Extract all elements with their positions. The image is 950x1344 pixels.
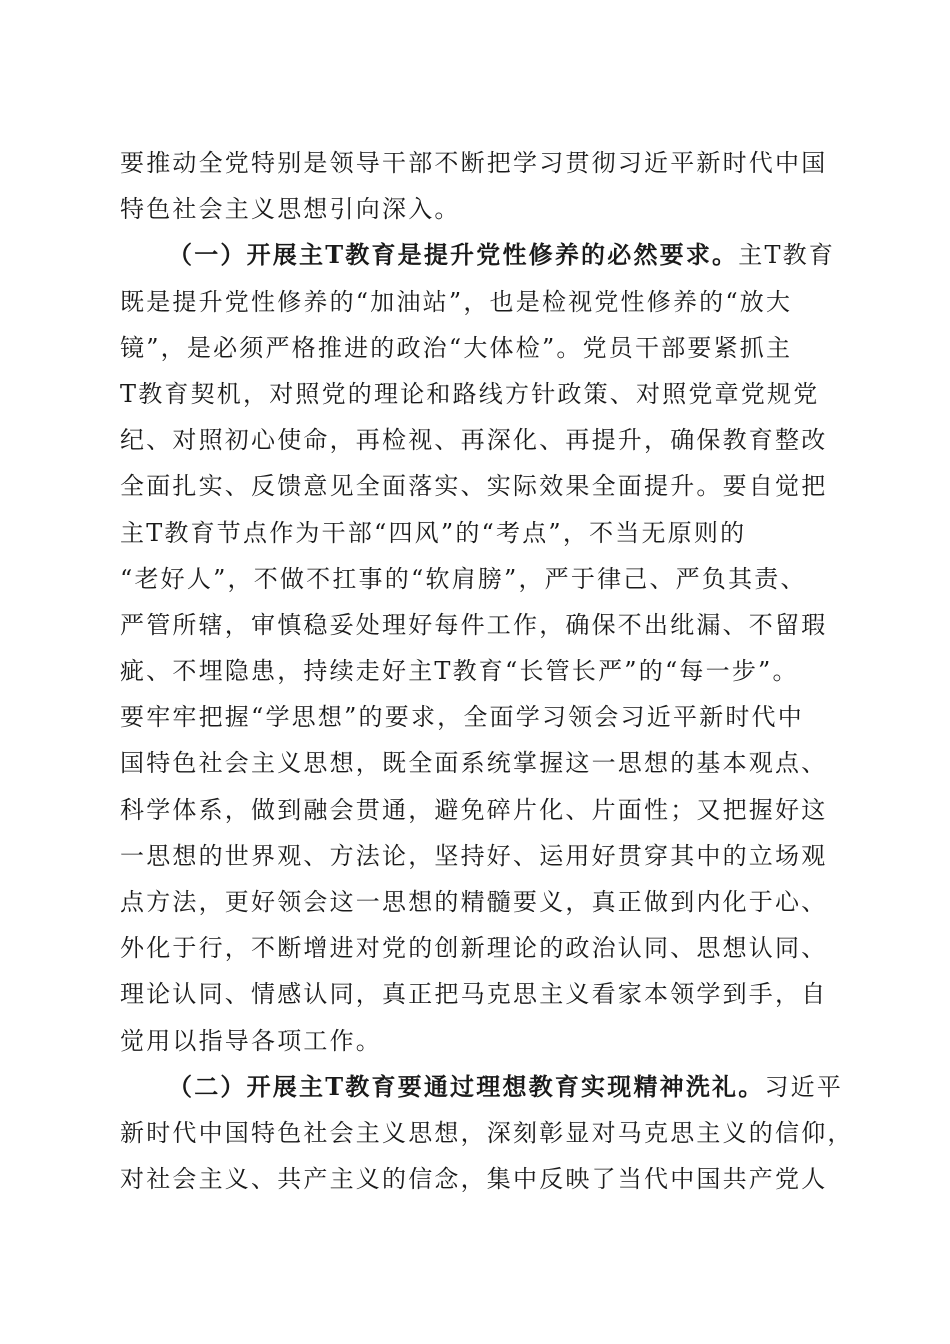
text-line: 理论认同、情感认同，真正把马克思主义看家本领学到手，自 [120, 980, 828, 1009]
text-line: 疵、不埋隐患，持续走好主T教育“长管长严”的“每一步”。 [120, 657, 799, 686]
text-line: 纪、对照初心使命，再检视、再深化、再提升，确保教育整改 [120, 426, 828, 455]
text-line: 要推动全党特别是领导干部不断把学习贯彻习近平新时代中国 [120, 149, 828, 177]
section-one-first-line [120, 232, 840, 278]
text-line: 国特色社会主义思想，既全面系统掌握这一思想的基本观点、 [120, 749, 828, 778]
text-line: 要牢牢把握“学思想”的要求，全面学习领会习近平新时代中 [120, 703, 804, 732]
section-two-first-line [120, 1064, 844, 1110]
text-line: 科学体系，做到融会贯通，避免碎片化、片面性；又把握好这 [120, 795, 828, 824]
text-line: 既是提升党性修养的“加油站”，也是检视党性修养的“放大 [120, 287, 793, 316]
text-run: 习近平 [764, 1072, 844, 1101]
text-line: 镜”，是必须严格推进的政治“大体检”。党员干部要紧抓主 [120, 333, 793, 362]
text-line: 全面扎实、反馈意见全面落实、实际效果全面提升。要自觉把 [120, 472, 828, 501]
section-heading-two: （二）开展主T教育要通过理想教育实现精神洗礼。 [168, 1071, 765, 1101]
text-run: 主T教育 [738, 241, 836, 270]
text-line: 主T教育节点作为干部“四风”的“考点”，不当无原则的 [120, 518, 747, 547]
body-text [120, 140, 854, 1202]
text-line: 点方法，更好领会这一思想的精髓要义，真正做到内化于心、 [120, 888, 828, 916]
text-line: 严管所辖，审慎稳妥处理好每件工作，确保不出纰漏、不留瑕 [120, 610, 828, 639]
text-line: “老好人”，不做不扛事的“软肩膀”，严于律己、严负其责、 [120, 564, 807, 593]
text-line: 觉用以指导各项工作。 [120, 1026, 382, 1055]
section-heading-one: （一）开展主T教育是提升党性修养的必然要求。 [168, 240, 739, 270]
text-line: 一思想的世界观、方法论，坚持好、运用好贯穿其中的立场观 [120, 841, 828, 870]
text-line: 外化于行，不断增进对党的创新理论的政治认同、思想认同、 [120, 934, 828, 963]
text-line: 对社会主义、共产主义的信念，集中反映了当代中国共产党人 [120, 1165, 828, 1194]
text-line: T教育契机，对照党的理论和路线方针政策、对照党章党规党 [120, 379, 820, 408]
text-line: 特色社会主义思想引向深入。 [120, 195, 461, 224]
text-line: 新时代中国特色社会主义思想，深刻彰显对马克思主义的信仰， [120, 1118, 854, 1147]
